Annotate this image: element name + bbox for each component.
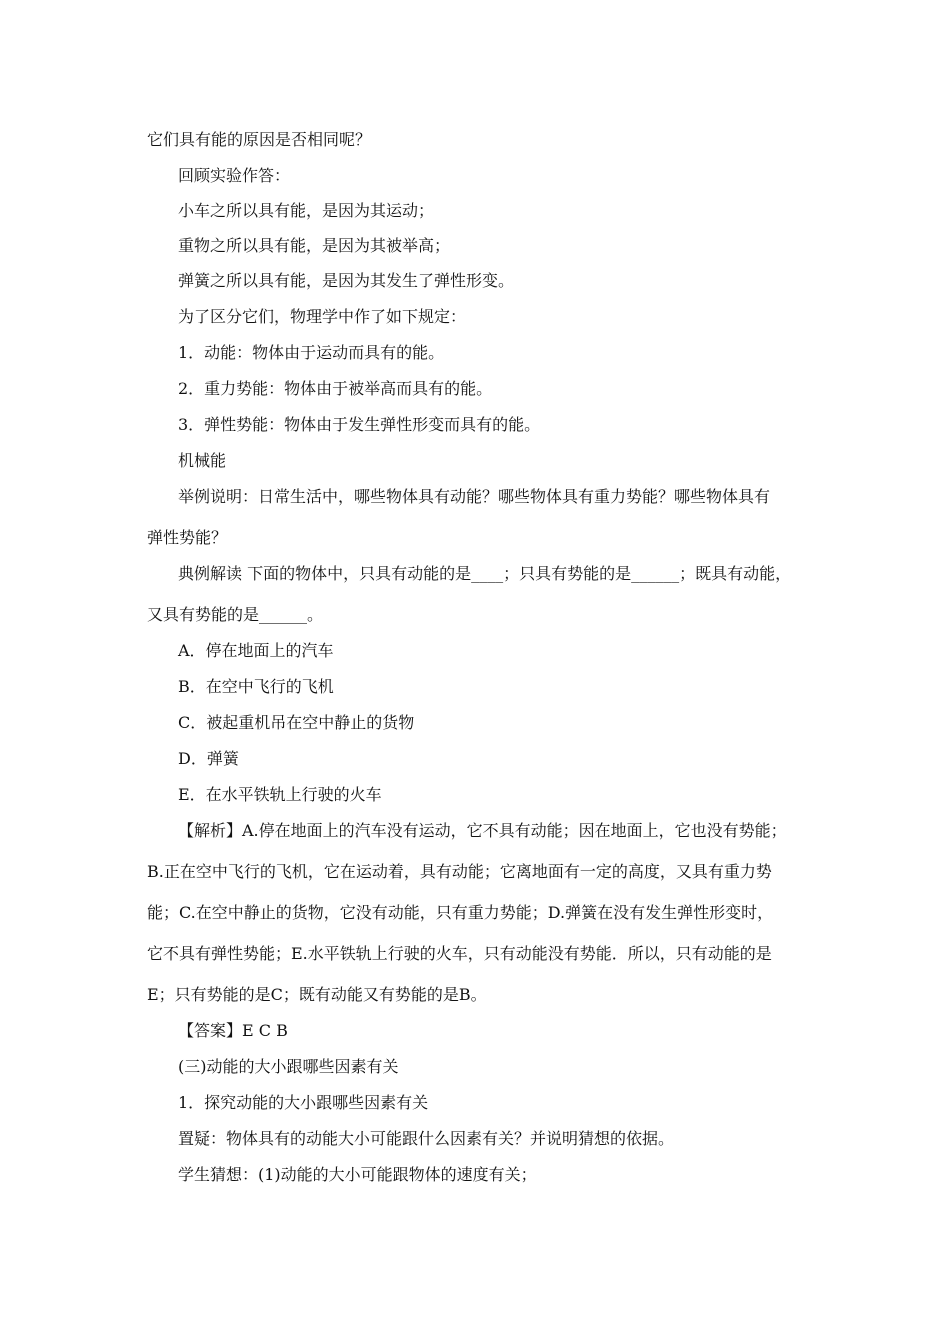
text-line: 小车之所以具有能，是因为其运动； xyxy=(178,201,435,220)
option-item: A．停在地面上的汽车 xyxy=(178,641,334,660)
text-line: 重物之所以具有能，是因为其被举高； xyxy=(178,236,451,255)
text-line: 置疑：物体具有的动能大小可能跟什么因素有关？并说明猜想的依据。 xyxy=(178,1129,675,1148)
analysis-text: E；只有势能的是C；既有动能又有势能的是B。 xyxy=(147,985,487,1004)
definition-item: 3．弹性势能：物体由于发生弹性形变而具有的能。 xyxy=(178,415,541,434)
analysis-text: 能；C.在空中静止的货物，它没有动能，只有重力势能；D.弹簧在没有发生弹性形变时， xyxy=(147,903,774,922)
section-heading: 机械能 xyxy=(178,451,227,470)
section-heading: (三)动能的大小跟哪些因素有关 xyxy=(178,1057,399,1076)
option-item: C．被起重机吊在空中静止的货物 xyxy=(178,713,415,732)
example-question: 典例解读 下面的物体中，只具有动能的是____；只具有势能的是______；既具有动能， xyxy=(178,564,792,583)
text-line: 学生猜想：(1)动能的大小可能跟物体的速度有关； xyxy=(178,1165,537,1184)
example-question: 又具有势能的是______。 xyxy=(147,605,324,624)
definition-item: 2．重力势能：物体由于被举高而具有的能。 xyxy=(178,379,493,398)
option-item: D．弹簧 xyxy=(178,749,239,768)
definition-item: 1．动能：物体由于运动而具有的能。 xyxy=(178,343,445,362)
text-line: 弹性势能？ xyxy=(147,528,228,547)
text-line: 为了区分它们，物理学中作了如下规定： xyxy=(178,307,467,326)
option-item: B．在空中飞行的飞机 xyxy=(178,677,334,696)
analysis-text: 它不具有弹性势能；E.水平铁轨上行驶的火车，只有动能没有势能．所以，只有动能的是 xyxy=(147,944,772,963)
analysis-text: 【解析】A.停在地面上的汽车没有运动，它不具有动能；因在地面上，它也没有势能； xyxy=(178,821,787,840)
subsection-heading: 1．探究动能的大小跟哪些因素有关 xyxy=(178,1093,429,1112)
text-line: 回顾实验作答： xyxy=(178,166,291,185)
answer-text: 【答案】E C B xyxy=(178,1021,288,1040)
text-line: 弹簧之所以具有能，是因为其发生了弹性形变。 xyxy=(178,271,515,290)
text-line: 举例说明：日常生活中，哪些物体具有动能？哪些物体具有重力势能？哪些物体具有 xyxy=(178,487,771,506)
option-item: E．在水平铁轨上行驶的火车 xyxy=(178,785,382,804)
analysis-text: B.正在空中飞行的飞机，它在运动着，具有动能；它离地面有一定的高度，又具有重力势 xyxy=(147,862,772,881)
text-line: 它们具有能的原因是否相同呢？ xyxy=(147,130,372,149)
